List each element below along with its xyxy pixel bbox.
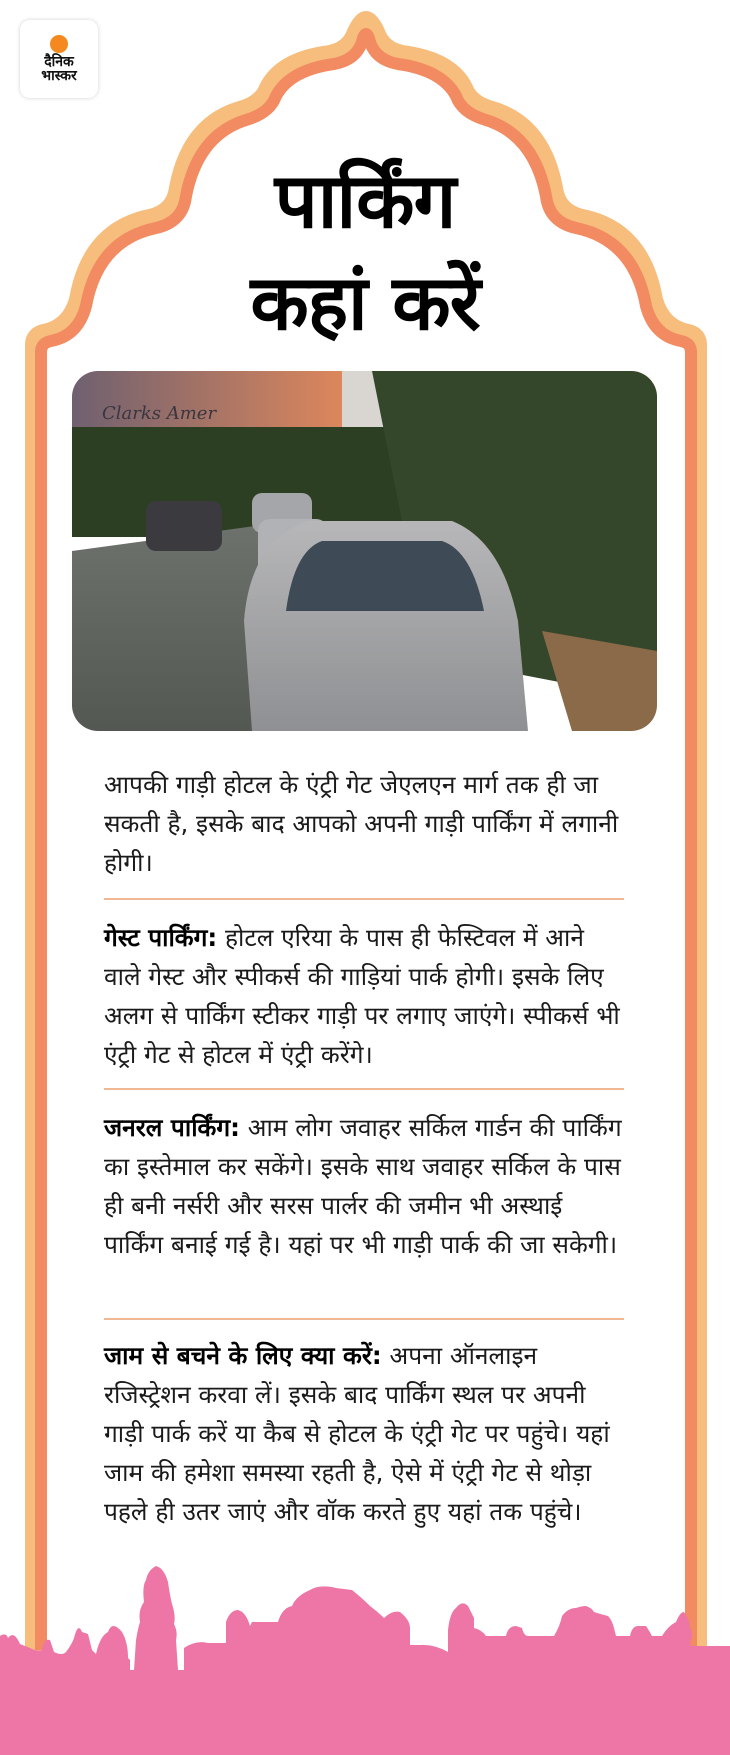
divider [104, 1088, 624, 1090]
title-line-1: पार्किंग [274, 156, 456, 245]
section-guest-parking [104, 918, 624, 1074]
car-windshield [286, 541, 484, 611]
divider [104, 1318, 624, 1320]
hotel-sign: Clarks Amer [102, 403, 217, 424]
divider [104, 898, 624, 900]
avoid-traffic-text: अपना ऑनलाइन रजिस्ट्रेशन करवा लें। इसके बाद पार्किंग स्थल पर अपनी गाड़ी पार्क करें या कैब से होटल के एंट्री गेट पर पहुंचे। यहां जाम की हमेशा समस्या रहती है, ऐसे में एंट्री गेट से थोड़ा पहले ही उतर जाएं और वॉक करते हुए यहां तक पहुंचे। [104, 1341, 610, 1526]
general-parking-text: आम लोग जवाहर सर्किल गार्डन की पार्किंग का इस्तेमाल कर सकेंगे। इसके साथ जवाहर सर्किल के पास ही बनी नर्सरी और सरस पार्लर की जमीन भी अस्थाई पार्किंग बनाई गई है। यहां पर भी गाड़ी पार्क की जा सकेगी। [104, 1113, 622, 1259]
page-title [120, 150, 610, 354]
dainik-bhaskar-logo [20, 20, 98, 98]
sun-icon [50, 35, 68, 53]
parked-cars-illustration [72, 371, 657, 731]
guest-parking-text: होटल एरिया के पास ही फेस्टिवल में आने वाले गेस्ट और स्पीकर्स की गाड़ियां पार्क होगी। इसके लिए अलग से पार्किंग स्टीकर गाड़ी पर लगाए जाएंगे। स्पीकर्स भी एंट्री गेट से होटल में एंट्री करेंगे। [104, 923, 620, 1069]
general-parking-heading: जनरल पार्किंग: [104, 1113, 240, 1142]
logo-text-line1: दैनिक [44, 54, 74, 70]
title-line-2: कहां करें [250, 258, 480, 347]
guest-parking-heading: गेस्ट पार्किंग: [104, 923, 218, 952]
section-general-parking [104, 1108, 624, 1264]
section-avoid-traffic [104, 1336, 624, 1531]
car-far-left [146, 501, 222, 551]
hotel-parking-photo [72, 371, 657, 731]
intro-text: आपकी गाड़ी होटल के एंट्री गेट जेएलएन मार्ग तक ही जा सकती है, इसके बाद आपको अपनी गाड़ी पार्किंग में लगानी होगी। [104, 770, 619, 877]
section-intro [104, 765, 624, 882]
logo-text-line2: भास्कर [41, 68, 77, 84]
avoid-traffic-heading: जाम से बचने के लिए क्या करें: [104, 1341, 382, 1370]
